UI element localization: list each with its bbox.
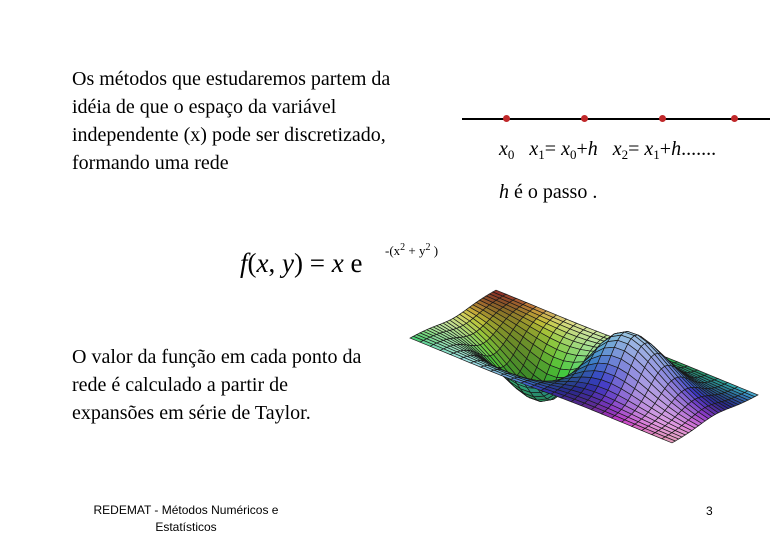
grid-point-3	[731, 115, 738, 122]
grid-sequence: $x_0$ $x_1= x_0+h$ $x_2= x_1+h$.......	[499, 138, 717, 162]
formula-exponent: $-(x^2 + y^2$ )	[385, 242, 439, 258]
intro-variable: x	[190, 124, 201, 146]
grid-point-1	[581, 115, 588, 122]
page-number: 3	[706, 504, 713, 518]
intro-text-b: ) pode ser discretizado, formando uma rede	[72, 124, 386, 174]
grid-point-0	[503, 115, 510, 122]
surface-plot	[402, 268, 762, 493]
grid-point-2	[659, 115, 666, 122]
intro-paragraph	[72, 65, 417, 177]
taylor-paragraph: O valor da função em cada ponto da rede é calculado a partir de expansões em série de Taylor.	[72, 346, 362, 424]
step-definition: h é o passo .	[499, 181, 598, 203]
intro-text-a: Os métodos que estudaremos partem da idéia de que o espaço da variável independente (	[72, 68, 391, 146]
footer-text: REDEMAT - Métodos Numéricos e Estatísticos	[93, 503, 279, 534]
function-formula: f(x, y) = x e $-(x^2 + y^2$ )	[240, 242, 439, 278]
